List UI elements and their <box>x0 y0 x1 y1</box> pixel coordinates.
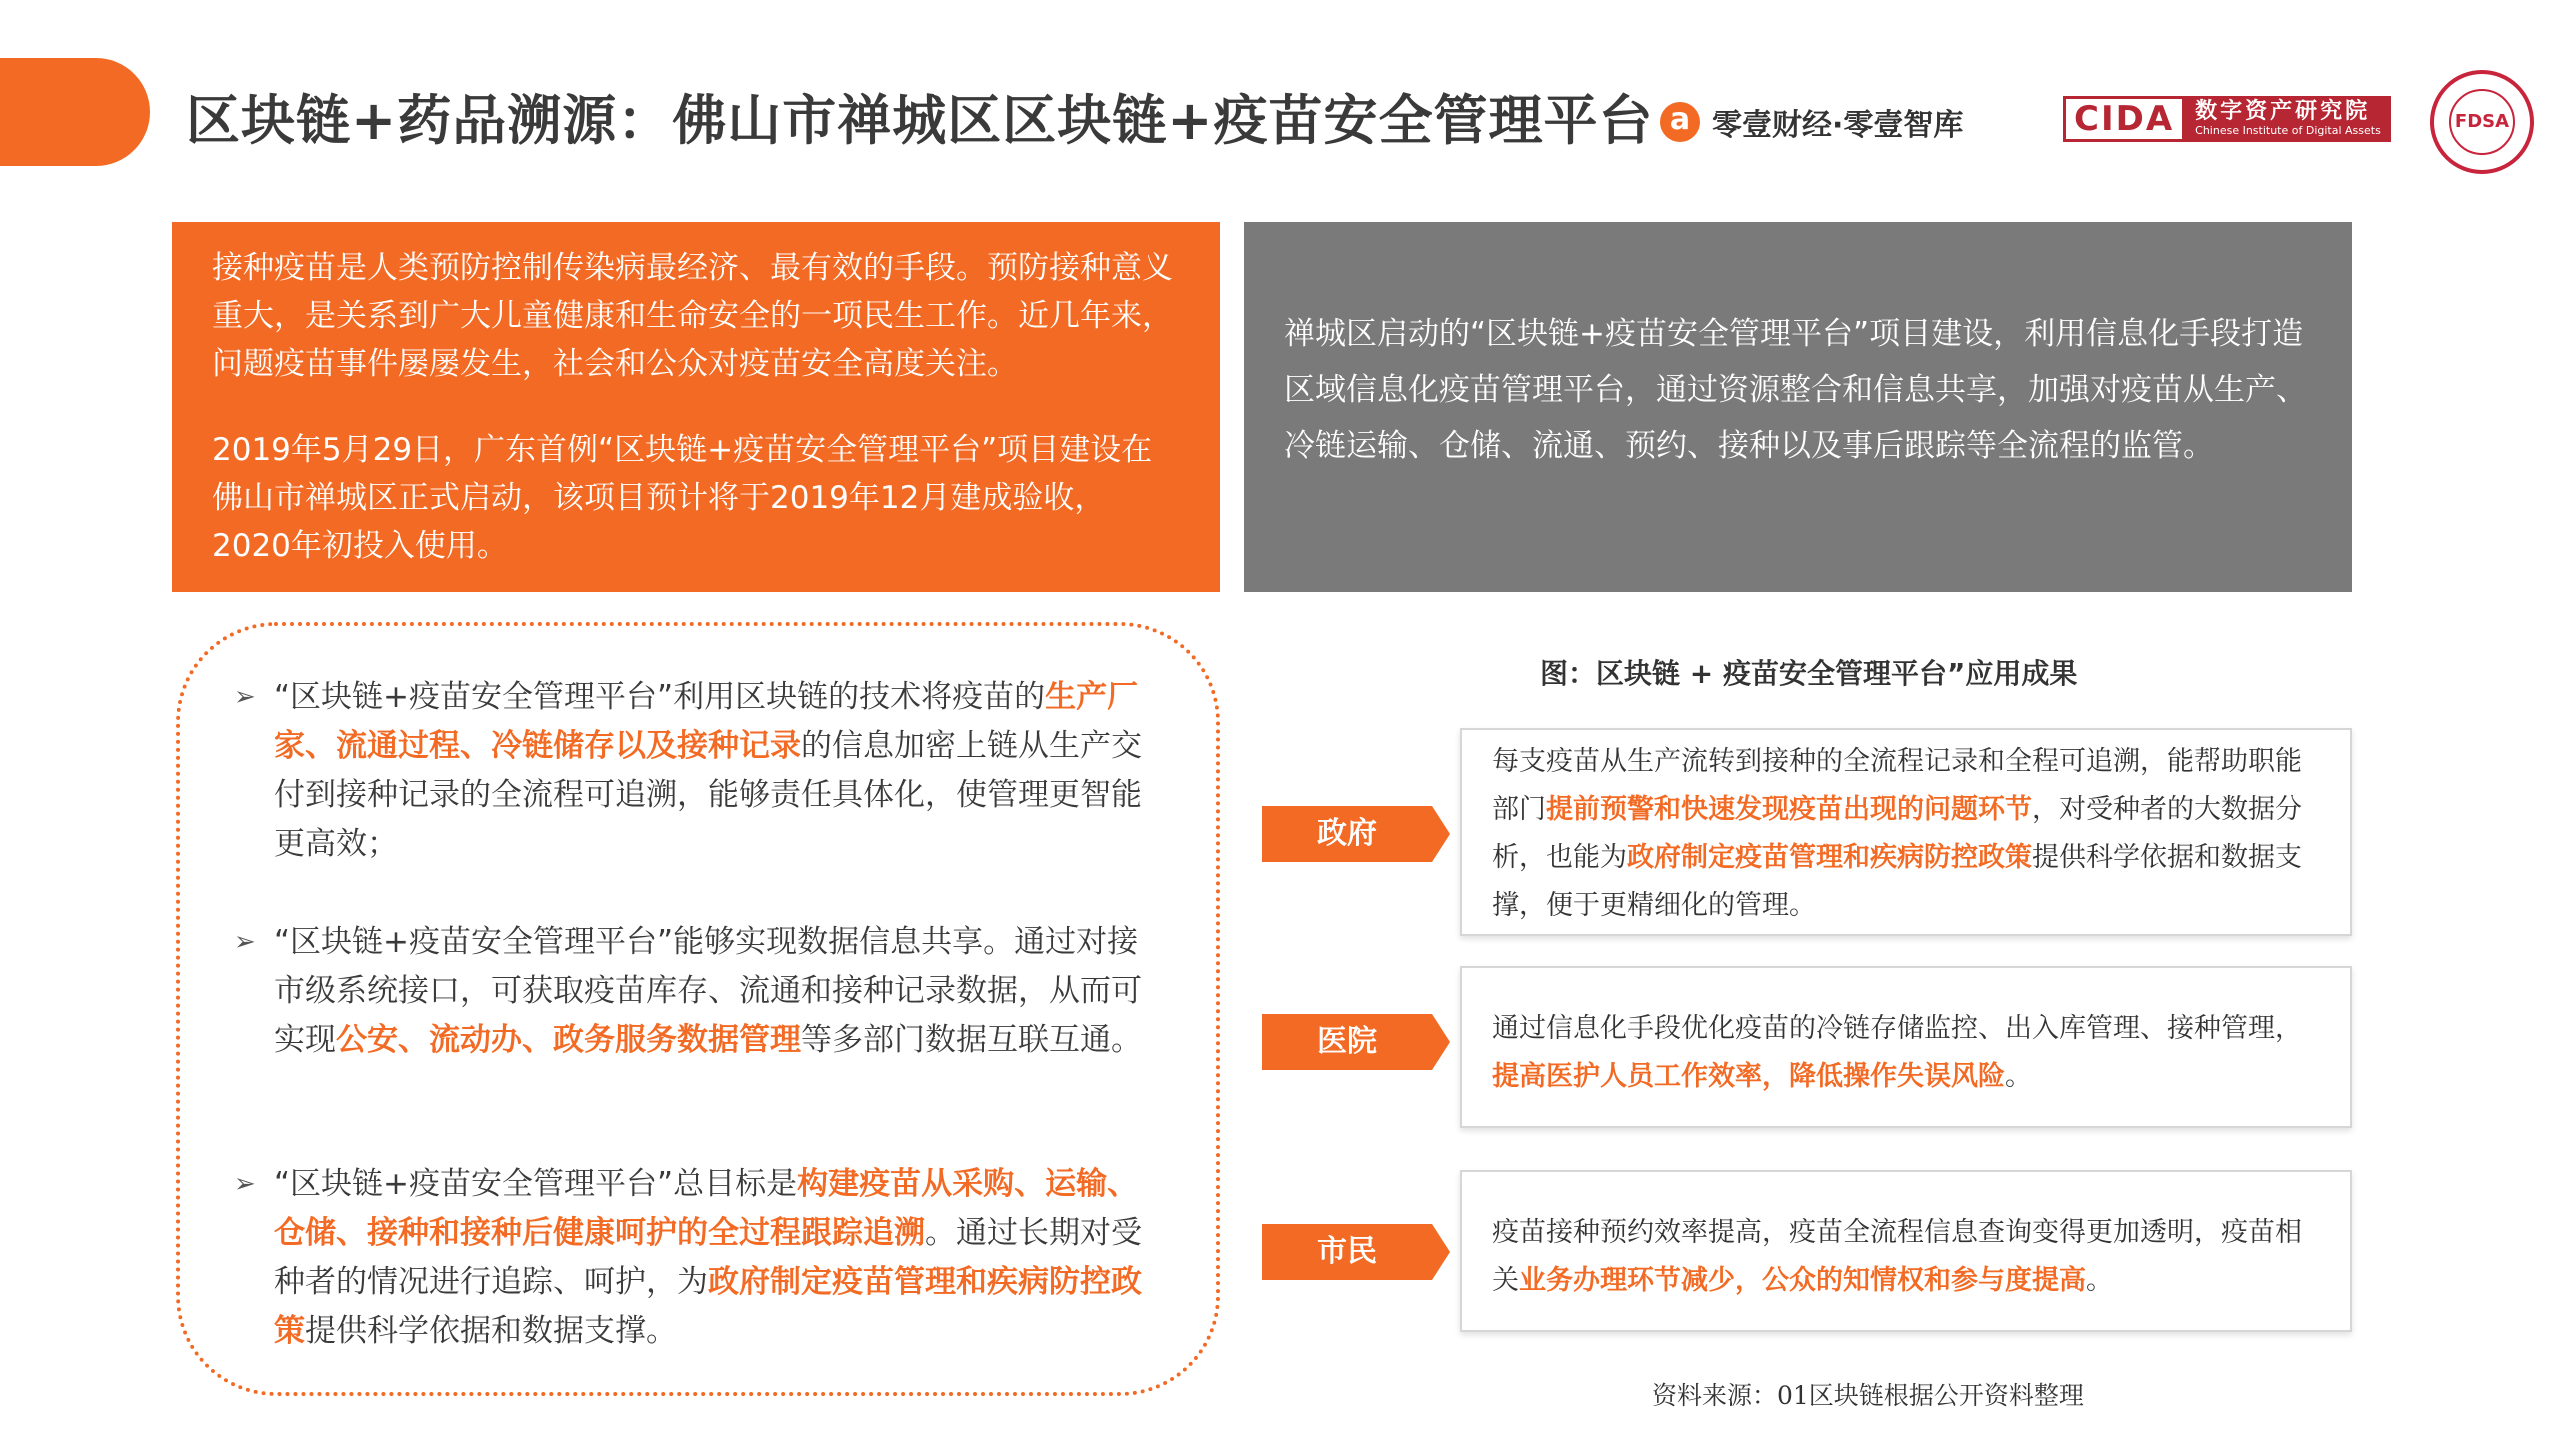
bullet-item-3 <box>234 1160 1154 1356</box>
bullet-text-3 <box>274 1160 1154 1356</box>
bullet-3-highlight-1: 构建疫苗从采购、运输、仓储、接种和接种后健康呵护的全过程跟踪追溯 <box>274 1166 1139 1251</box>
bullet-2-highlight: 公安、流动办、政务服务数据管理 <box>336 1022 801 1058</box>
source-note: 资料来源：01区块链根据公开资料整理 <box>1652 1381 2084 1410</box>
intro-paragraph-2: 2019年5月29日，广东首例“区块链+疫苗安全管理平台”项目建设在佛山市禅城区正式启动，该项目预计将于2019年12月建成验收，2020年初投入使用。 <box>212 432 1153 564</box>
bullet-3-text-e: 提供科学依据和数据支撑。 <box>305 1313 677 1349</box>
bullet-3-text-c: 。通过长期对受种者的情况进行追踪、呵护，为 <box>274 1215 1142 1300</box>
bullet-text-1 <box>274 673 1154 869</box>
bullet-item-1 <box>234 673 1154 869</box>
tag-government: 政府 <box>1262 806 1432 862</box>
bullet-arrow-icon: ➢ <box>234 682 256 712</box>
bullet-1-highlight: 生产厂家、流通过程、冷链储存以及接种记录 <box>274 679 1139 764</box>
bullet-item-2 <box>234 918 1154 1065</box>
cida-logo-zh: 数字资产研究院 <box>2195 99 2371 124</box>
bullet-2-text-c: 等多部门数据互联互通。 <box>801 1022 1142 1058</box>
hospital-text-1: 通过信息化手段优化疫苗的冷链存储监控、出入库管理、接种管理， <box>1492 1013 2302 1044</box>
info-box-citizen <box>1460 1170 2352 1332</box>
bullet-1-text-a: “区块链+疫苗安全管理平台”利用区块链的技术将疫苗的 <box>274 679 1046 715</box>
gov-text-3: 提供科学依据和数据支撑，便于更精细化的管理。 <box>1492 842 2302 921</box>
gov-highlight-2: 政府制定疫苗管理和疾病防控政策 <box>1627 842 2032 873</box>
fdsa-seal-inner <box>2449 89 2515 155</box>
summary-box <box>1244 222 2352 592</box>
lingyi-logo-icon: a <box>1660 102 1700 142</box>
bullet-3-highlight-2: 政府制定疫苗管理和疾病防控政策 <box>274 1264 1142 1349</box>
gov-text-1: 每支疫苗从生产流转到接种的全流程记录和全程可追溯，能帮助职能部门 <box>1492 746 2302 825</box>
intro-box <box>172 222 1220 592</box>
cida-logo-en: Chinese Institute of Digital Assets <box>2195 124 2381 137</box>
cida-logo <box>2063 96 2391 142</box>
hospital-text-2: 。 <box>2005 1061 2032 1092</box>
tag-citizen: 市民 <box>1262 1224 1432 1280</box>
lingyi-logo-text: 零壹财经·零壹智库 <box>1712 108 1964 143</box>
page-title: 区块链+药品溯源：佛山市禅城区区块链+疫苗安全管理平台 <box>186 89 1654 152</box>
bullet-arrow-icon: ➢ <box>234 1169 256 1199</box>
gov-text-2: ，对受种者的大数据分析，也能为 <box>1492 794 2302 873</box>
citizen-highlight: 业务办理环节减少，公众的知情权和参与度提高 <box>1519 1265 2086 1296</box>
citizen-text-1: 疫苗接种预约效率提高，疫苗全流程信息查询变得更加透明，疫苗相关 <box>1492 1217 2302 1296</box>
citizen-text-2: 。 <box>2086 1265 2113 1296</box>
bullet-1-text-c: 的信息加密上链从生产交付到接种记录的全流程可追溯，能够责任具体化，使管理更智能更高效； <box>274 728 1142 862</box>
cida-logo-mark: CIDA <box>2063 96 2185 142</box>
fdsa-seal-text: FDSA <box>2454 111 2510 132</box>
hospital-highlight: 提高医护人员工作效率，降低操作失误风险 <box>1492 1061 2005 1092</box>
lingyi-logo <box>1660 100 1963 144</box>
figure-title: 图：区块链 + 疫苗安全管理平台”应用成果 <box>1540 657 2078 690</box>
header-accent-tab <box>0 58 150 166</box>
info-box-government <box>1460 728 2352 936</box>
intro-paragraph-1: 接种疫苗是人类预防控制传染病最经济、最有效的手段。预防接种意义重大，是关系到广大儿童健康和生命安全的一项民生工作。近几年来，问题疫苗事件屡屡发生，社会和公众对疫苗安全高度关注。 <box>212 250 1173 382</box>
bullet-text-2 <box>274 918 1154 1065</box>
tag-hospital: 医院 <box>1262 1014 1432 1070</box>
bullet-arrow-icon: ➢ <box>234 927 256 957</box>
fdsa-seal-logo <box>2430 70 2534 174</box>
bullet-2-text-a: “区块链+疫苗安全管理平台”能够实现数据信息共享。通过对接市级系统接口，可获取疫苗库存、流通和接种记录数据，从而可实现 <box>274 924 1142 1058</box>
info-box-hospital <box>1460 966 2352 1128</box>
cida-logo-name <box>2185 96 2391 142</box>
summary-text: 禅城区启动的“区块链+疫苗安全管理平台”项目建设，利用信息化手段打造区域信息化疫苗管理平台，通过资源整合和信息共享，加强对疫苗从生产、冷链运输、仓储、流通、预约、接种以及事后跟踪等全流程的监管。 <box>1284 316 2307 464</box>
bullet-3-text-a: “区块链+疫苗安全管理平台”总目标是 <box>274 1166 798 1202</box>
gov-highlight-1: 提前预警和快速发现疫苗出现的问题环节 <box>1546 794 2032 825</box>
